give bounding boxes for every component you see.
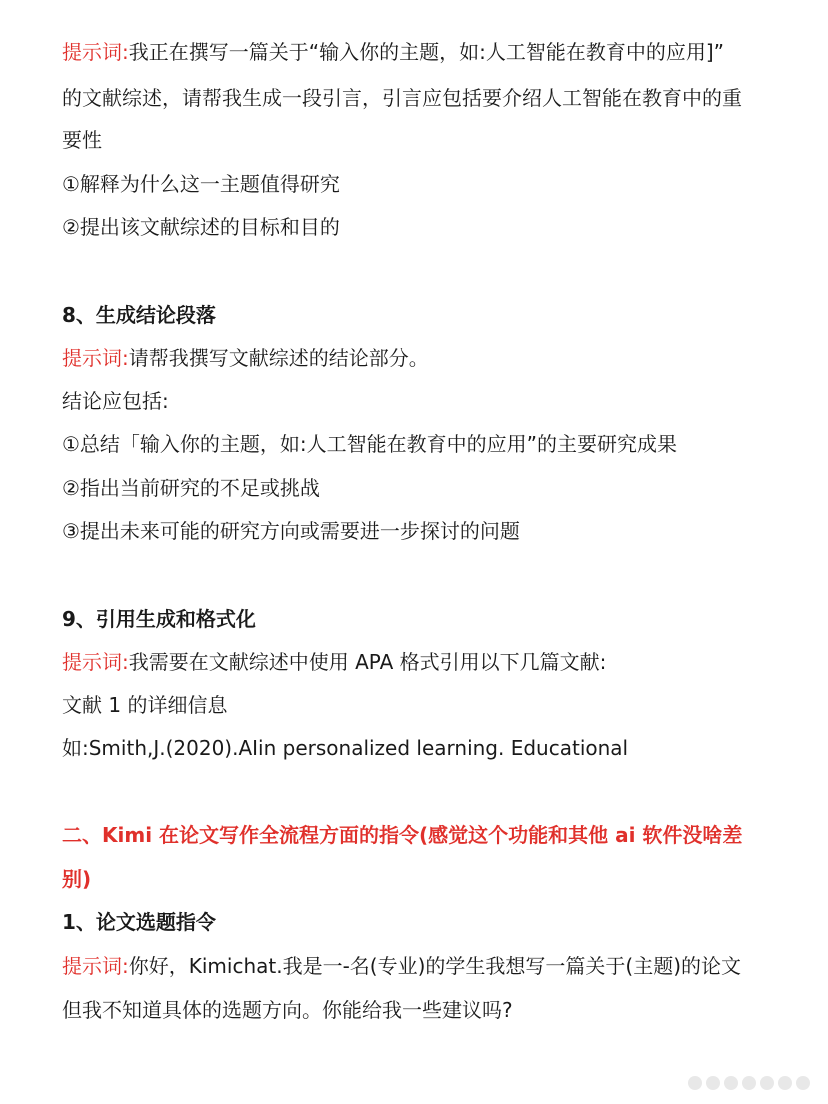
page-dot (796, 1076, 810, 1090)
page-dot (724, 1076, 738, 1090)
section8-item-3: ③提出未来可能的研究方向或需要进一步探讨的问题 (62, 519, 520, 543)
part2-sub1-text-line1: 你好，Kimichat.我是一-名(专业)的学生我想写一篇关于(主题)的论文 (128, 954, 742, 978)
section8-intro: 结论应包括: (62, 389, 169, 413)
block1-item-2: ②提出该文献综述的目标和目的 (62, 215, 340, 239)
page-dot (760, 1076, 774, 1090)
block1-text-line3: 要性 (62, 128, 102, 152)
part2-sub1-line1 (62, 951, 741, 981)
part2-sub1-heading: 1、论文选题指令 (62, 910, 216, 934)
block1-line1 (62, 37, 724, 67)
section9-prompt: 我需要在文献综述中使用 APA 格式引用以下几篇文献: (128, 650, 607, 674)
prompt-label: 提示词: (62, 346, 129, 370)
page-dot (688, 1076, 702, 1090)
section9-prompt-line (62, 647, 606, 677)
prompt-label: 提示词: (62, 40, 129, 64)
section9-line3: 如:Smith,J.(2020).AIin personalized learning. Educational (62, 736, 629, 760)
section9-line2: 文献 1 的详细信息 (62, 693, 228, 717)
page-indicator (688, 1076, 810, 1090)
part2-sub1-line2: 但我不知道具体的选题方向。你能给我一些建议吗? (62, 998, 513, 1022)
section8-item-2: ②指出当前研究的不足或挑战 (62, 476, 320, 500)
prompt-label: 提示词: (62, 650, 129, 674)
prompt-label: 提示词: (62, 954, 129, 978)
block1-text-line1: 我正在撰写一篇关于“输入你的主题，如:人工智能在教育中的应用]” (128, 40, 725, 64)
block1-item-1: ①解释为什么这一主题值得研究 (62, 172, 340, 196)
section8-prompt-line (62, 343, 429, 373)
page-dot (778, 1076, 792, 1090)
block1-text-line2: 的文献综述，请帮我生成一段引言，引言应包括要介绍人工智能在教育中的重 (62, 86, 742, 110)
section9-heading: 9、引用生成和格式化 (62, 607, 256, 631)
section8-item-1: ①总结「输入你的主题，如:人工智能在教育中的应用”的主要研究成果 (62, 432, 678, 456)
page-dot (742, 1076, 756, 1090)
part2-title-line2: 别) (62, 867, 92, 891)
section8-heading: 8、生成结论段落 (62, 303, 216, 327)
part2-title-line1: 二、Kimi 在论文写作全流程方面的指令(感觉这个功能和其他 ai 软件没啥差 (62, 823, 743, 847)
page-dot (706, 1076, 720, 1090)
section8-prompt: 请帮我撰写文献综述的结论部分。 (128, 346, 429, 370)
